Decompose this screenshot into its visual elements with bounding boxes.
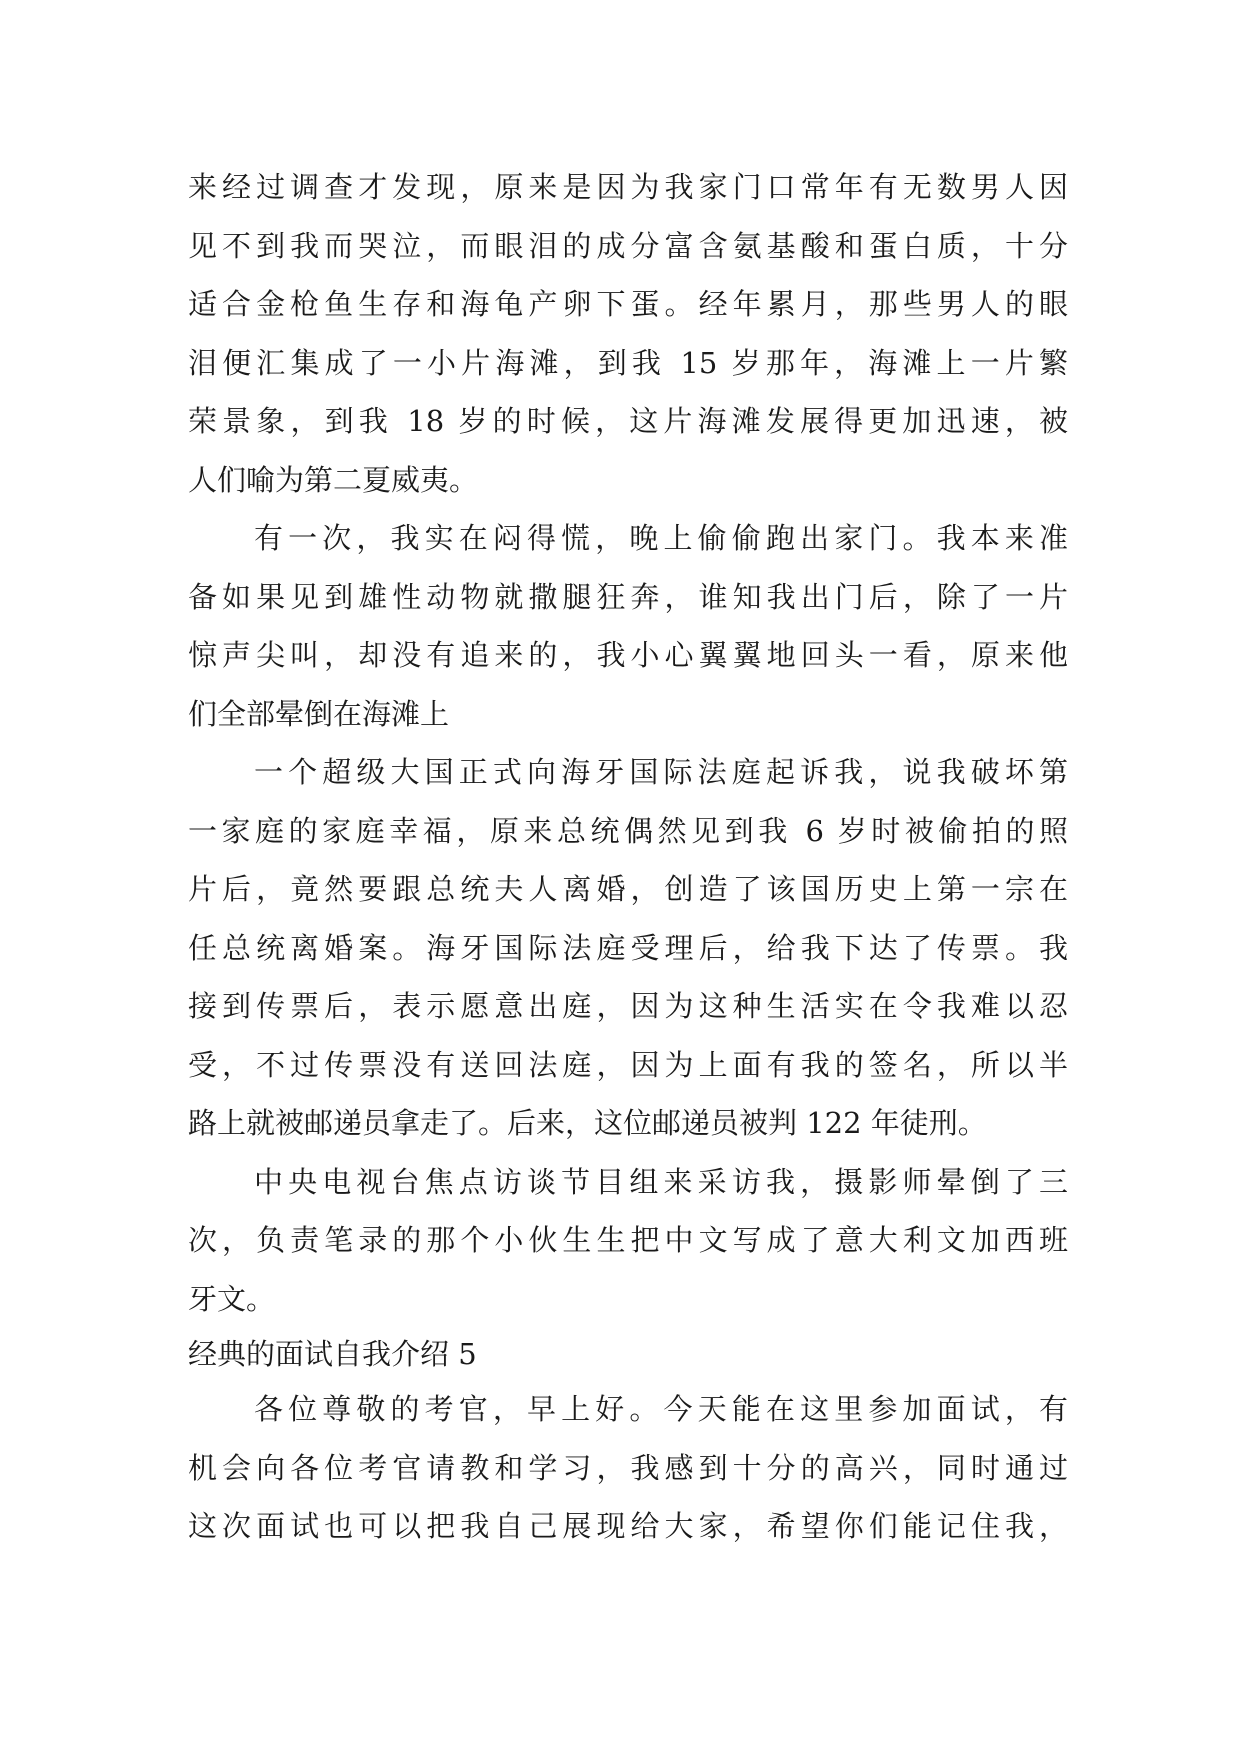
document-body <box>188 158 1068 1556</box>
text-line: 片后，竟然要跟总统夫人离婚，创造了该国历史上第一宗在 <box>188 872 1068 906</box>
text-line: 有一次，我实在闷得慌，晚上偷偷跑出家门。我本来准 <box>254 521 1068 555</box>
text-line: 惊声尖叫，却没有追来的，我小心翼翼地回头一看，原来他 <box>188 638 1068 672</box>
text-line: 来经过调查才发现，原来是因为我家门口常年有无数男人因 <box>188 170 1068 204</box>
paragraph-4 <box>188 1153 1068 1329</box>
text-line: 们全部晕倒在海滩上 <box>188 696 450 731</box>
text-line: 荣景象，到我 18 岁的时候，这片海滩发展得更加迅速，被 <box>188 404 1068 438</box>
text-line: 这次面试也可以把我自己展现给大家，希望你们能记住我， <box>188 1509 1068 1543</box>
text-line: 适合金枪鱼生存和海龟产卵下蛋。经年累月，那些男人的眼 <box>188 287 1068 321</box>
text-line: 接到传票后，表示愿意出庭，因为这种生活实在令我难以忍 <box>188 989 1068 1023</box>
text-line: 机会向各位考官请教和学习，我感到十分的高兴，同时通过 <box>188 1450 1068 1485</box>
text-line: 见不到我而哭泣，而眼泪的成分富含氨基酸和蛋白质，十分 <box>188 228 1068 263</box>
text-line: 牙文。 <box>188 1281 276 1316</box>
text-line: 任总统离婚案。海牙国际法庭受理后，给我下达了传票。我 <box>188 930 1068 965</box>
paragraph-3 <box>188 743 1068 1153</box>
text-line: 备如果见到雄性动物就撒腿狂奔，谁知我出门后，除了一片 <box>188 579 1068 614</box>
text-line: 受，不过传票没有送回法庭，因为上面有我的签名，所以半 <box>188 1047 1068 1082</box>
text-line: 一家庭的家庭幸福，原来总统偶然见到我 6 岁时被偷拍的照 <box>188 813 1068 848</box>
text-line: 各位尊敬的考官，早上好。今天能在这里参加面试，有 <box>254 1392 1068 1426</box>
text-line: 次，负责笔录的那个小伙生生把中文写成了意大利文加西班 <box>188 1223 1068 1257</box>
paragraph-1 <box>188 158 1068 509</box>
paragraph-5 <box>188 1380 1068 1556</box>
text-line: 一个超级大国正式向海牙国际法庭起诉我，说我破坏第 <box>254 755 1068 789</box>
paragraph-2 <box>188 509 1068 743</box>
text-line: 路上就被邮递员拿走了。后来，这位邮递员被判 122 年徒刑。 <box>188 1106 987 1140</box>
text-line: 中央电视台焦点访谈节目组来采访我，摄影师晕倒了三 <box>254 1164 1068 1199</box>
section-heading: 经典的面试自我介绍 5 <box>188 1337 477 1371</box>
text-line: 人们喻为第二夏威夷。 <box>188 462 479 497</box>
text-line: 泪便汇集成了一小片海滩，到我 15 岁那年，海滩上一片繁 <box>188 345 1068 380</box>
